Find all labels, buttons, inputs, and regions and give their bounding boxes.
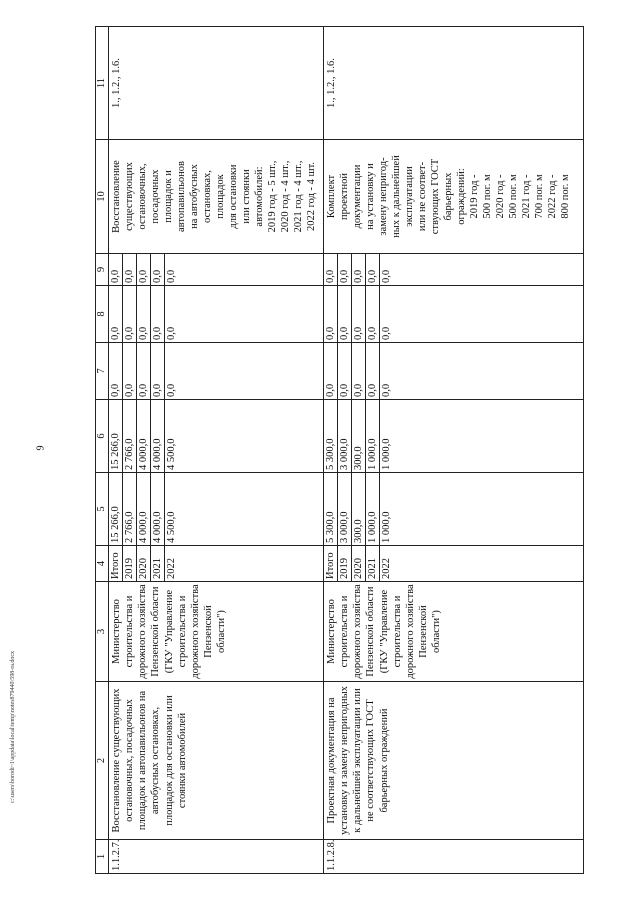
value-item: 4 000,0: [151, 400, 165, 472]
year-item: 2021: [366, 546, 380, 581]
federal-budget-cell: [324, 343, 584, 400]
value-item: 0,0: [381, 383, 392, 397]
value-item: 0,0: [381, 269, 392, 283]
header-row: [96, 27, 109, 874]
result-line: 2019 год -: [469, 174, 480, 219]
value-item: 0,0: [137, 254, 151, 285]
result-line: остановочных,: [137, 163, 148, 230]
value-item: 0,0: [151, 343, 165, 399]
value-item: 0,0: [338, 254, 352, 285]
value-item: 3 000,0: [338, 473, 352, 545]
result-line: 2022 год - 4 шт.: [306, 161, 317, 232]
value-item: 0,0: [352, 286, 366, 342]
header-cell: 8: [96, 286, 109, 343]
result-line: 700 пог. м: [534, 174, 545, 219]
program-table: [95, 26, 584, 874]
result-line: 2020 год - 4 шт.,: [280, 160, 291, 233]
header-cell: 1: [96, 840, 109, 874]
value-item: 0,0: [137, 343, 151, 399]
year-item: 2020: [137, 546, 151, 581]
years-cell: [324, 546, 584, 582]
row-number: 1.1.2.7.: [109, 840, 324, 874]
result-line: автопавильонов: [176, 160, 187, 233]
value-item: 0,0: [381, 326, 392, 340]
value-item: 0,0: [123, 286, 137, 342]
result-line: 2021 год - 4 шт.,: [293, 160, 304, 233]
result-line: остановках,: [202, 170, 213, 223]
other-sources-cell: [324, 254, 584, 286]
value-item: 4 000,0: [151, 473, 165, 545]
value-item: 0,0: [166, 269, 177, 283]
value-item: 0,0: [109, 254, 123, 285]
result-line: 500 пог. м: [482, 174, 493, 219]
result-line: ных к дальнейшей: [391, 155, 402, 238]
value-item: 5 300,0: [324, 400, 338, 472]
result-line: Восстановление: [111, 160, 122, 233]
header-cell: 7: [96, 343, 109, 400]
other-sources-cell: [109, 254, 324, 286]
header-cell: 11: [96, 27, 109, 140]
regional-budget-cell: [324, 400, 584, 473]
result-line: ствующих ГОСТ: [430, 158, 441, 235]
value-item: 0,0: [338, 343, 352, 399]
federal-budget-cell: [109, 343, 324, 400]
result-line: замену непригод-: [378, 157, 389, 236]
result-line: автомобилей:: [254, 166, 265, 227]
value-item: 0,0: [324, 286, 338, 342]
measure-name: Восстановление существующих остановочных, посадочных площадок и автопавильонов на автобусных остановках, площадок для остановки или стоянки автомобилей: [109, 682, 324, 840]
year-item: 2022: [381, 558, 392, 579]
value-item: 4 500,0: [166, 511, 177, 543]
result-line: Комплект: [326, 174, 337, 219]
value-item: 0,0: [123, 343, 137, 399]
value-item: 0,0: [123, 254, 137, 285]
header-cell: 10: [96, 140, 109, 254]
result-line: 2022 год -: [547, 174, 558, 219]
expected-result: [324, 140, 584, 254]
value-item: 0,0: [352, 343, 366, 399]
row-number: 1.1.2.8.: [324, 840, 584, 874]
year-item: Итого: [109, 546, 123, 581]
value-item: 0,0: [109, 286, 123, 342]
result-line: ограждений:: [456, 168, 467, 225]
year-item: 2019: [123, 546, 137, 581]
header-cell: 4: [96, 546, 109, 582]
linked-indicators: 1., 1.2., 1.6.: [109, 27, 324, 140]
value-item: 0,0: [324, 343, 338, 399]
footer-file-path: c:\users\borodi~1\appdata\local\temp\notes879440\598-ra.docx: [10, 650, 16, 804]
executor: Министерство строительства и дорожного хозяйства Пензенской области (ГКУ "Управление строительства и дорожного хозяйства Пензенской области"): [324, 582, 584, 682]
rotated-page-content: [95, 27, 587, 874]
value-item: 4 000,0: [137, 473, 151, 545]
header-cell: 6: [96, 400, 109, 473]
value-item: 0,0: [366, 343, 380, 399]
result-line: на установку и: [365, 163, 376, 230]
value-item: 0,0: [166, 383, 177, 397]
value-item: 0,0: [109, 343, 123, 399]
result-line: площадок и: [163, 170, 174, 223]
header-cell: 5: [96, 473, 109, 546]
page-number: 9: [35, 445, 47, 451]
value-item: 0,0: [366, 286, 380, 342]
value-item: 4 000,0: [137, 400, 151, 472]
result-line: 2019 год - 5 шт.,: [267, 160, 278, 233]
year-item: 2019: [338, 546, 352, 581]
total-funding-cell: [109, 473, 324, 546]
expected-result: [109, 140, 324, 254]
executor: Министерство строительства и дорожного хозяйства Пензенской области (ГКУ "Управление строительства и дорожного хозяйства Пензенской области"): [109, 582, 324, 682]
local-budget-cell: [324, 286, 584, 343]
year-item: Итого: [324, 546, 338, 581]
local-budget-cell: [109, 286, 324, 343]
header-cell: 3: [96, 582, 109, 682]
linked-indicators: 1., 1.2., 1.6.: [324, 27, 584, 140]
value-item: 0,0: [151, 254, 165, 285]
result-line: или не соответ-: [417, 161, 428, 232]
value-item: 0,0: [366, 254, 380, 285]
value-item: 4 500,0: [166, 438, 177, 470]
header-cell: 2: [96, 682, 109, 840]
value-item: 0,0: [166, 326, 177, 340]
measure-name: Проектная документация на установку и замену непригодных к дальнейшей эксплуатации или не соответствующих ГОСТ барьерных ограждений: [324, 682, 584, 840]
result-line: 2021 год -: [521, 174, 532, 219]
result-line: существующих: [124, 162, 135, 231]
value-item: 300,0: [352, 400, 366, 472]
year-item: 2022: [166, 558, 177, 579]
value-item: 1 000,0: [366, 400, 380, 472]
header-cell: 9: [96, 254, 109, 286]
result-line: проектной: [339, 173, 350, 220]
result-line: посадочных: [150, 169, 161, 224]
value-item: 0,0: [324, 254, 338, 285]
year-item: 2021: [151, 546, 165, 581]
years-cell: [109, 546, 324, 582]
value-item: 15 266,0: [109, 400, 123, 472]
year-item: 2020: [352, 546, 366, 581]
value-item: 1 000,0: [381, 511, 392, 543]
result-line: документации: [352, 164, 363, 229]
value-item: 2 766,0: [123, 473, 137, 545]
value-item: 0,0: [352, 254, 366, 285]
value-item: 15 266,0: [109, 473, 123, 545]
value-item: 1 000,0: [381, 438, 392, 470]
value-item: 0,0: [338, 286, 352, 342]
table-row: [109, 27, 324, 874]
result-line: или стоянки: [241, 169, 252, 224]
value-item: 0,0: [151, 286, 165, 342]
value-item: 1 000,0: [366, 473, 380, 545]
total-funding-cell: [324, 473, 584, 546]
result-line: 2020 год -: [495, 174, 506, 219]
value-item: 0,0: [137, 286, 151, 342]
result-line: 500 пог. м: [508, 174, 519, 219]
regional-budget-cell: [109, 400, 324, 473]
value-item: 5 300,0: [324, 473, 338, 545]
result-line: площадок: [215, 174, 226, 219]
value-item: 2 766,0: [123, 400, 137, 472]
result-line: для остановки: [228, 164, 239, 229]
table-row: [324, 27, 584, 874]
result-line: на автобусных: [189, 164, 200, 229]
result-line: 800 пог. м: [560, 174, 571, 219]
value-item: 3 000,0: [338, 400, 352, 472]
value-item: 300,0: [352, 473, 366, 545]
result-line: эксплуатации: [404, 166, 415, 227]
result-line: барьерных: [443, 172, 454, 221]
